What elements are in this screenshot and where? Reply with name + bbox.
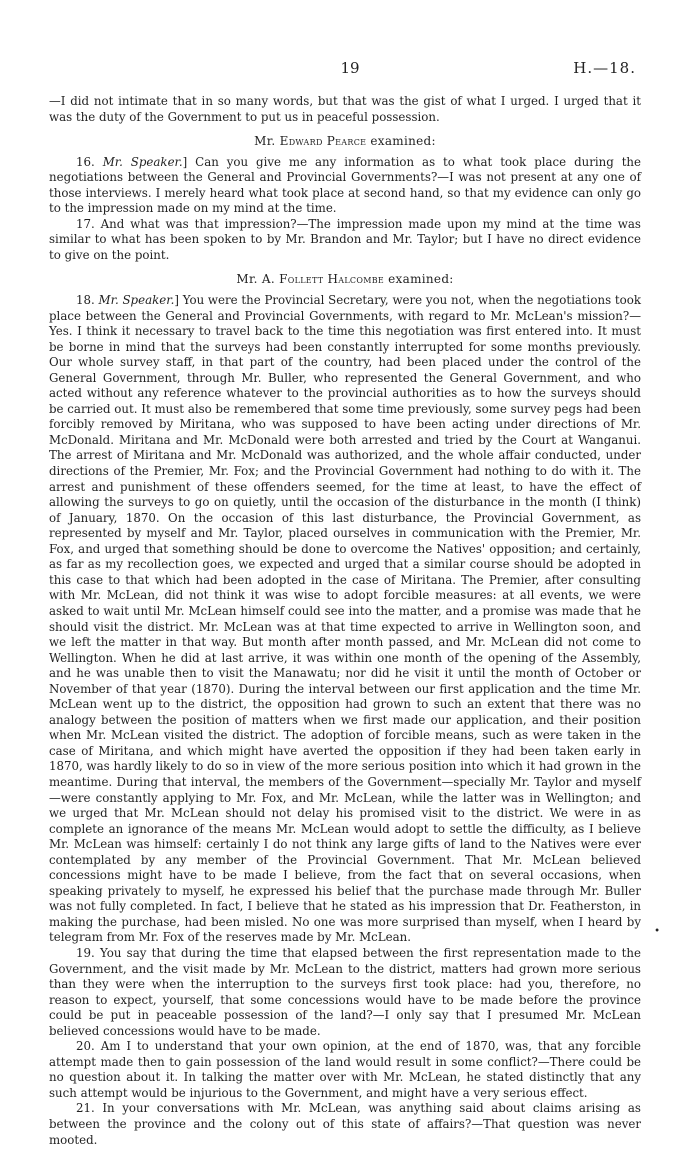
witness-heading-pearce: Mr. Edward Pearce examined: <box>254 134 436 149</box>
question-21: 21. In your conversations with Mr. McLean, was anything said about claims arising as between the province and the colony out of this state of affairs?—That question was never mooted. <box>49 1101 641 1147</box>
opening-paragraph: —I did not intimate that in so many words, but that was the gist of what I urged. I urged that it was the duty of the Government to put us in peaceful possession. <box>49 94 641 124</box>
witness-name: Edward Pearce <box>279 134 367 149</box>
page-number: 19 <box>340 59 360 77</box>
document-body <box>49 94 641 1148</box>
document-reference: H.—18. <box>573 59 636 77</box>
question-19: 19. You say that during the time that elapsed between the first representation made to the Government, and the visit made by Mr. McLean to the district, matters had grown more serious than they were when the interruption to the surveys first took place: had you, therefore, no reason to expect, yourself, that some concessions would have to be made before the province could be put in peaceable possession of the land?—I only say that I presumed Mr. McLean believed concessions would have to be made. <box>49 945 641 1038</box>
margin-mark: • <box>654 926 660 937</box>
question-17: 17. And what was that impression?—The impression made upon my mind at the time was similar to what has been spoken to by Mr. Brandon and Mr. Taylor; but I have no direct evidence to give on the point. <box>49 216 641 262</box>
witness-heading-halcombe: Mr. A. Follett Halcombe examined: <box>236 272 454 287</box>
question-16: 16. Mr. Speaker.] Can you give me any information as to what took place during the negotiations between the General and Provincial Governments?—I was not present at any one of those interviews. I merely heard what took place at second hand, so that my evidence can only go to the impression made on my mind at the time. <box>49 154 642 216</box>
witness-name: Follett Halcombe <box>279 272 385 287</box>
question-20: 20. Am I to understand that your own opinion, at the end of 1870, was, that any forcible attempt made then to gain possession of the land would result in some conflict?—There could be no question about it. In talking the matter over with Mr. McLean, he stated distinctly that any such attempt would be injurious to the Government, and might have a very serious effect. <box>49 1039 641 1100</box>
question-18: 18. Mr. Speaker.] You were the Provincial Secretary, were you not, when the negotiations took place between the General and Provincial Governments, with regard to Mr. McLean's mission?—Yes. I think it necessary to travel back to the time this negotiation was first entered into. It must be borne in mind that the surveys had been constantly interrupted for some months previously. Our whole survey staff, in that part of the country, had been placed under the control of the General Government, through Mr. Buller, who represented the General Government, and who acted without any reference whatever to the provincial authorities as to how the surveys should be carried out. It must also be remembered that some time previously, some survey pegs had been forcibly removed by Miritana, who was supposed to have been acting under directions of Mr. McDonald. Miritana and Mr. McDonald were both arrested and tried by the Court at Wanganui. The arrest of Miritana and Mr. McDonald was authorized, and the whole affair conducted, under directions of the Premier, Mr. Fox; and the Provincial Government had nothing to do with it. The arrest and punishment of these offenders seemed, for the time at least, to have the effect of allowing the surveys to go on quietly, until the occasion of the disturbance in the month (I think) of January, 1870. On the occasion of this last disturbance, the Provincial Government, as represented by myself and Mr. Taylor, placed ourselves in communication with the Premier, Mr. Fox, and urged that something should be done to overcome the Natives' opposition; and certainly, as far as my recollection goes, we expected and urged that a similar course should be adopted in this case to that which had been adopted in the case of Miritana. The Premier, after consulting with Mr. McLean, did not think it was wise to adopt forcible measures: at all events, we were asked to wait until Mr. McLean himself could see into the matter, and a promise was made that he should visit the district. Mr. McLean was at that time expected to arrive in Wellington soon, and we left the matter in that way. But month after month passed, and Mr. McLean did not come to Wellington. When he did at last arrive, it was within one month of the opening of the Assembly, and he was unable then to visit the Manawatu; nor did he visit it until the month of October or November of that year (1870). During the interval between our first application and the time Mr. McLean went up to the district, the opposition had grown to such an extent that there was no analogy between the position of matters when we first made our application, and their position when Mr. McLean visited the district. The adoption of forcible means, such as were taken in the case of Miritana, and which might have averted the opposition if they had been taken early in 1870, was hardly likely to do so in view of the more serious position into which it had grown in the meantime. During that interval, the members of the Government—specially Mr. Taylor and myself—were constantly applying to Mr. Fox, and Mr. McLean, while the latter was in Wellington; and we urged that Mr. McLean should not delay his promised visit to the district. We were in as complete an ignorance of the means Mr. McLean would adopt to settle the difficulty, as I believe Mr. McLean was himself: certainly I do not think any large gifts of land to the Natives were ever contemplated by any member of the Provincial Government. That Mr. McLean believed concessions might have to be made I believe, from the fact that on several occasions, when speaking privately to myself, he expressed his belief that the purchase made through Mr. Buller was not fully completed. In fact, I believe that he stated as his impression that Dr. Featherston, in making the purchase, had been misled. No one was more surprised than myself, when I heard by telegram from Mr. Fox of the reserves made by Mr. McLean. <box>49 293 642 945</box>
